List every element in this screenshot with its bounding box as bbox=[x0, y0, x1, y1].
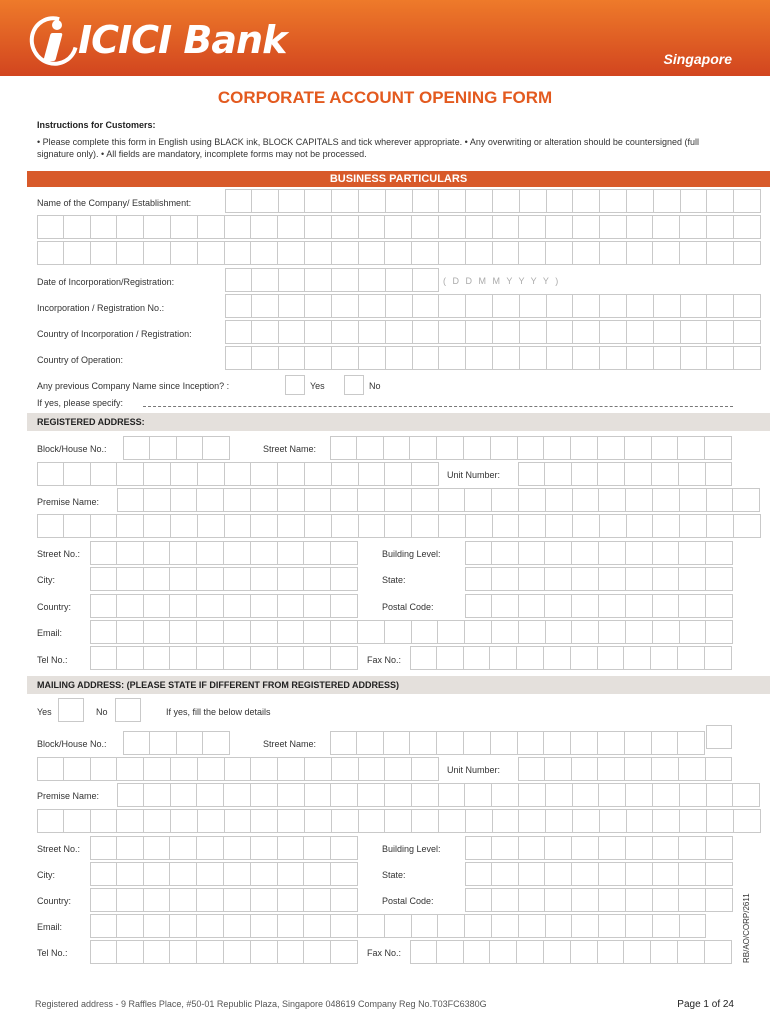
mailing-yes-checkbox[interactable] bbox=[58, 698, 84, 722]
mail-block-field[interactable] bbox=[123, 731, 230, 755]
reg-street-no-field[interactable] bbox=[90, 541, 358, 565]
form-code: RB/AO/CORP/2611 bbox=[742, 893, 751, 963]
company-name-line2-field[interactable] bbox=[37, 215, 761, 239]
company-name-label: Name of the Company/ Establishment: bbox=[37, 198, 192, 208]
page-number: Page 1 of 24 bbox=[677, 999, 734, 1010]
mail-street-name-field[interactable] bbox=[330, 731, 705, 755]
mail-building-level-field[interactable] bbox=[465, 836, 733, 860]
previous-name-no-checkbox[interactable] bbox=[344, 375, 364, 395]
reg-unit-field[interactable] bbox=[518, 462, 732, 486]
mail-street-name-line2-field[interactable] bbox=[37, 757, 439, 781]
mail-building-level-label: Building Level: bbox=[382, 844, 441, 854]
registration-no-field[interactable] bbox=[225, 294, 761, 318]
reg-tel-field[interactable] bbox=[90, 646, 358, 670]
previous-name-yes-label: Yes bbox=[310, 381, 325, 391]
company-name-line1-field[interactable] bbox=[225, 189, 761, 213]
business-particulars-heading: BUSINESS PARTICULARS bbox=[27, 171, 770, 187]
mail-postal-field[interactable] bbox=[465, 888, 733, 912]
form-title: CORPORATE ACCOUNT OPENING FORM bbox=[217, 88, 553, 107]
mail-tel-label: Tel No.: bbox=[37, 948, 68, 958]
reg-building-level-field[interactable] bbox=[465, 541, 733, 565]
mail-premise-line2-field[interactable] bbox=[37, 809, 761, 833]
date-incorporation-label: Date of Incorporation/Registration: bbox=[37, 277, 175, 287]
logo-text: ICICI Bank bbox=[78, 18, 287, 62]
reg-fax-field[interactable] bbox=[410, 646, 732, 670]
date-incorporation-field[interactable] bbox=[225, 268, 439, 292]
footer-address: Registered address - 9 Raffles Place, #50-01 Republic Plaza, Singapore 048619 Company Reg No.T03FC6380G bbox=[35, 999, 487, 1009]
reg-street-name-label: Street Name: bbox=[263, 444, 317, 454]
instructions-heading: Instructions for Customers: bbox=[37, 120, 156, 130]
reg-postal-field[interactable] bbox=[465, 594, 733, 618]
reg-email-field[interactable] bbox=[90, 620, 733, 644]
reg-building-level-label: Building Level: bbox=[382, 549, 441, 559]
reg-street-no-label: Street No.: bbox=[37, 549, 81, 559]
mailing-yes-label: Yes bbox=[37, 707, 52, 717]
mail-unit-field[interactable] bbox=[518, 757, 732, 781]
mailing-address-heading: MAILING ADDRESS: (PLEASE STATE IF DIFFERENT FROM REGISTERED ADDRESS) bbox=[27, 676, 770, 694]
mail-country-label: Country: bbox=[37, 896, 72, 906]
mail-postal-label: Postal Code: bbox=[382, 896, 434, 906]
mail-premise-field[interactable] bbox=[117, 783, 760, 807]
mailing-no-checkbox[interactable] bbox=[115, 698, 141, 722]
reg-postal-label: Postal Code: bbox=[382, 602, 434, 612]
logo-i-dot bbox=[52, 20, 62, 30]
mail-block-label: Block/House No.: bbox=[37, 739, 107, 749]
reg-city-label: City: bbox=[37, 575, 55, 585]
mail-state-label: State: bbox=[382, 870, 406, 880]
registered-address-heading: REGISTERED ADDRESS: bbox=[27, 413, 770, 431]
mail-email-field[interactable] bbox=[90, 914, 706, 938]
mail-city-label: City: bbox=[37, 870, 55, 880]
mail-state-field[interactable] bbox=[465, 862, 733, 886]
mail-unit-label: Unit Number: bbox=[447, 765, 501, 775]
mail-tel-field[interactable] bbox=[90, 940, 358, 964]
mail-fax-field[interactable] bbox=[410, 940, 732, 964]
mail-city-field[interactable] bbox=[90, 862, 358, 886]
reg-state-label: State: bbox=[382, 575, 406, 585]
mail-street-name-label: Street Name: bbox=[263, 739, 317, 749]
header-banner bbox=[0, 0, 770, 76]
reg-block-label: Block/House No.: bbox=[37, 444, 107, 454]
previous-name-label: Any previous Company Name since Inception? : bbox=[37, 381, 230, 391]
header-country: Singapore bbox=[663, 51, 732, 67]
mailing-no-label: No bbox=[96, 707, 108, 717]
instructions-text: • Please complete this form in English using BLACK ink, BLOCK CAPITALS and tick wherever appropriate. • Any overwriting or alteration should be countersigned (full signature only). • All fields are mandatory, incomplete forms may not be processed. bbox=[37, 137, 699, 159]
reg-email-label: Email: bbox=[37, 628, 63, 638]
reg-street-name-field[interactable] bbox=[330, 436, 732, 460]
icici-logo bbox=[30, 14, 290, 70]
reg-premise-field[interactable] bbox=[117, 488, 760, 512]
country-incorporation-field[interactable] bbox=[225, 320, 761, 344]
mail-email-label: Email: bbox=[37, 922, 63, 932]
mail-fax-label: Fax No.: bbox=[367, 948, 402, 958]
reg-block-field[interactable] bbox=[123, 436, 230, 460]
country-operation-field[interactable] bbox=[225, 346, 761, 370]
reg-unit-label: Unit Number: bbox=[447, 470, 501, 480]
country-operation-label: Country of Operation: bbox=[37, 355, 124, 365]
reg-premise-label: Premise Name: bbox=[37, 497, 100, 507]
mailing-fill-note: If yes, fill the below details bbox=[166, 707, 271, 717]
country-incorporation-label: Country of Incorporation / Registration: bbox=[37, 329, 192, 339]
if-yes-specify-line[interactable] bbox=[143, 406, 733, 407]
reg-state-field[interactable] bbox=[465, 567, 733, 591]
company-name-line3-field[interactable] bbox=[37, 241, 761, 265]
reg-tel-label: Tel No.: bbox=[37, 655, 68, 665]
previous-name-no-label: No bbox=[369, 381, 381, 391]
mail-street-no-field[interactable] bbox=[90, 836, 358, 860]
mail-street-no-label: Street No.: bbox=[37, 844, 81, 854]
mail-extra-box[interactable] bbox=[706, 725, 732, 749]
reg-city-field[interactable] bbox=[90, 567, 358, 591]
reg-street-name-line2-field[interactable] bbox=[37, 462, 439, 486]
previous-name-yes-checkbox[interactable] bbox=[285, 375, 305, 395]
date-format-hint: ( D D M M Y Y Y Y ) bbox=[443, 276, 561, 286]
registration-no-label: Incorporation / Registration No.: bbox=[37, 303, 165, 313]
if-yes-specify-label: If yes, please specify: bbox=[37, 398, 124, 408]
mail-country-field[interactable] bbox=[90, 888, 358, 912]
reg-premise-line2-field[interactable] bbox=[37, 514, 761, 538]
reg-country-label: Country: bbox=[37, 602, 72, 612]
reg-fax-label: Fax No.: bbox=[367, 655, 402, 665]
mail-premise-label: Premise Name: bbox=[37, 791, 100, 801]
reg-country-field[interactable] bbox=[90, 594, 358, 618]
